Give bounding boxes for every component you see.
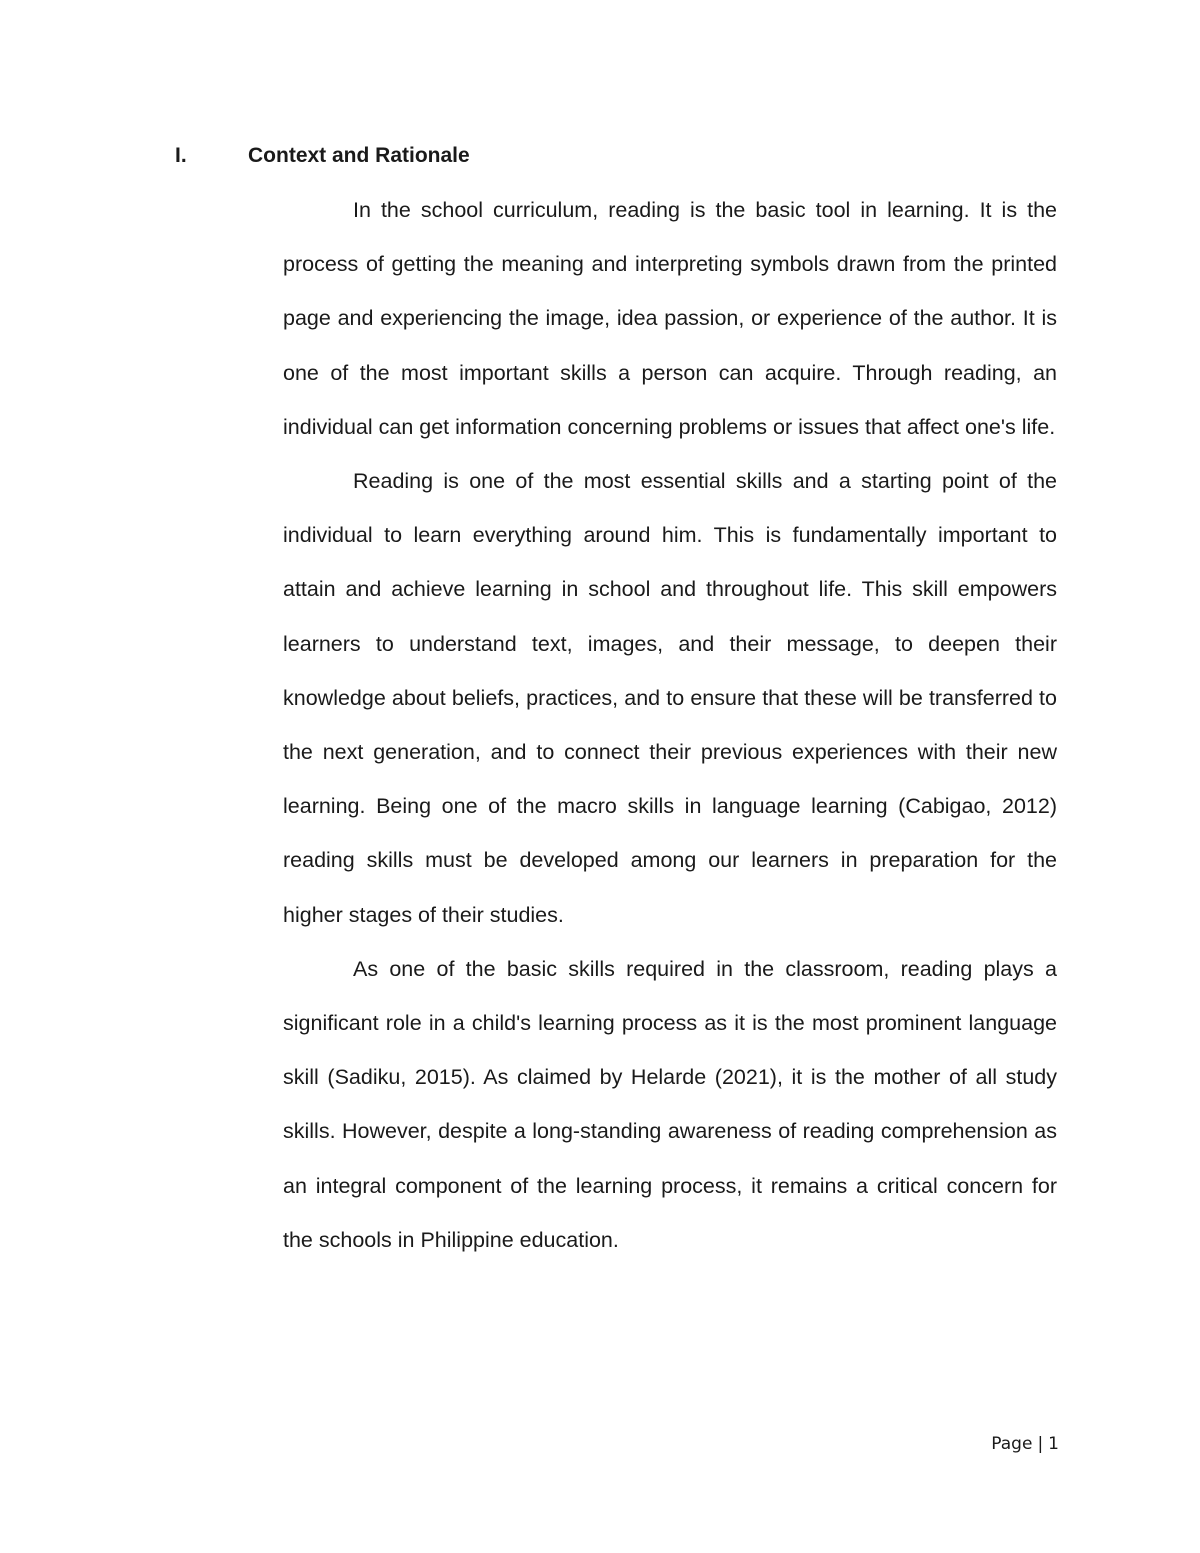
section-title: Context and Rationale xyxy=(248,144,470,167)
paragraph-1: In the school curriculum, reading is the basic tool in learning. It is the process of getting the meaning and interpreting symbols drawn from the printed page and experiencing the image, idea passion, or experience of the author. It is one of the most important skills a person can acquire. Through reading, an individual can get information concerning problems or issues that affect one's life. xyxy=(283,198,1057,439)
page-footer xyxy=(991,1432,1059,1456)
page-number: 1 xyxy=(1048,1434,1059,1454)
paragraph-3: As one of the basic skills required in the classroom, reading plays a significant role in a child's learning process as it is the most prominent language skill (Sadiku, 2015). As claimed by Helarde (2021), it is the mother of all study skills. However, despite a long-standing awareness of reading comprehension as an integral component of the learning process, it remains a critical concern for the schools in Philippine education. xyxy=(283,956,1057,1252)
body-text xyxy=(283,183,1057,1267)
paragraph-2: Reading is one of the most essential skills and a starting point of the individual to learn everything around him. This is fundamentally important to attain and achieve learning in school and throughout life. This skill empowers learners to understand text, images, and their message, to deepen their knowledge about beliefs, practices, and to ensure that these will be transferred to the next generation, and to connect their previous experiences with their new learning. Being one of the macro skills in language learning (Cabigao, 2012) reading skills must be developed among our learners in preparation for the higher stages of their studies. xyxy=(283,469,1057,927)
section-number: I. xyxy=(175,144,187,167)
section-heading xyxy=(175,143,470,169)
page-label: Page xyxy=(991,1434,1033,1454)
page-separator: | xyxy=(1037,1434,1044,1454)
